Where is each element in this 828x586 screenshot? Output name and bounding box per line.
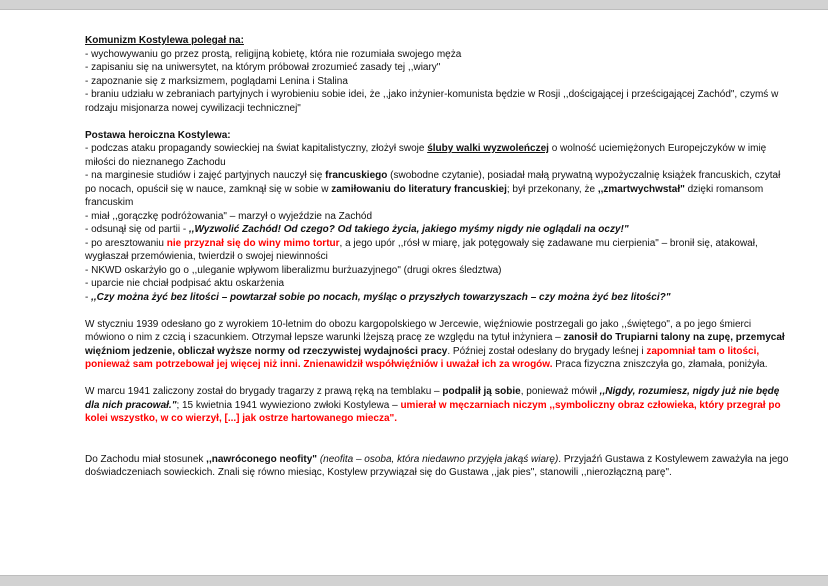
paragraph [85,223,792,237]
blank-line [85,439,792,453]
text-run: (neofita – osoba, która niedawno przyjęła jakąś wiarę) [319,453,559,465]
text-run: , ponieważ mówił [520,386,600,397]
text-run: - po aresztowaniu [85,237,167,249]
paragraph [85,88,792,115]
blank-line [85,372,792,386]
text-run: - na marginesie studiów i zajęć partyjnych nauczył się [85,170,326,181]
text-run: Do Zachodu miał stosunek [85,453,207,465]
text-run: Komunizm Kostylewa polegał na: [85,35,244,46]
text-run: ,,nawróconego neofity" [206,453,318,465]
blank-line [85,115,792,129]
paragraph [85,169,792,210]
text-run: ; 15 kwietnia 1941 wywieziono zwłoki Kostylewa – [176,399,401,411]
paragraph [85,48,792,62]
paragraph [85,453,792,480]
text-run: nie przyznał się do winy mimo tortur [166,237,340,249]
blank-line [85,426,792,440]
document-body [85,34,792,480]
text-run: ,,Nigdy, rozumiesz, nigdy już nie będę dla nich pracował." [85,386,780,411]
text-run: - uparcie nie chciał podpisać aktu oskarżenia [85,278,284,289]
text-run: zanosił do Trupiarni talony na zupę, przemycał więźniom jedzenie, obliczał wyższe normy od rzeczywistej wydajności pracy [85,332,785,357]
text-run: - podczas ataku propagandy sowieckiej na świat kapitalistyczny, złożył swoje [85,143,428,154]
text-run: - [85,291,92,303]
text-run: . Przyjaźń Gustawa z Kostylewem zaważyła na jego doświadczeniach sowieckich. Znali się równo miesiąc, Kostylew przywiązał się do Gustawa ,,jak pies", stanowili ,,nierozłączną parę". [85,453,789,478]
paragraph [85,291,792,305]
text-run: Postawa heroiczna Kostylewa: [85,129,231,141]
paragraph [85,142,792,169]
text-run: dzięki romansom francuskim [85,183,764,208]
text-run: (swobodne czytanie), posiadał małą prywatną wypożyczalnię książek francuskich, czytał po nocach, opuścił się w nauce, zamknął się w sobie w [85,170,781,195]
paragraph [85,237,792,264]
text-run: - wychowywaniu go przez prostą, religijną kobietę, która nie rozumiała swojego męża [85,48,462,60]
top-chrome-bar [0,0,828,10]
text-run: - NKWD oskarżyło go o ,,uleganie wpływom liberalizmu burżuazyjnego" (drugi okres śledztwa) [85,264,502,276]
text-run: - zapisaniu się na uniwersytet, na którym próbował zrozumieć zasady tej ,,wiary" [85,62,441,73]
text-run: - zapoznanie się z marksizmem, poglądami Lenina i Stalina [85,75,348,87]
text-run: francuskiego [325,170,388,181]
blank-line [85,304,792,318]
text-run: śluby walki wyzwoleńczej [427,143,549,154]
paragraph [85,61,792,75]
text-run: o wolność uciemiężonych Europejczyków w imię miłości do nieznanego Zachodu [85,143,767,168]
text-run: - miał ,,gorączkę podróżowania" – marzył o wyjeździe na Zachód [85,210,373,222]
text-run: Praca fizyczna zniszczyła go, złamała, poniżyła. [552,359,768,370]
paragraph [85,277,792,291]
text-run: ,,Czy można żyć bez litości – powtarzał sobie po nocach, myśląc o przyszłych towarzyszach – czy można żyć bez litości?" [91,291,671,303]
paragraph [85,318,792,372]
text-run: , a jego upór ,,rósł w miarę, jak potęgowały się zadawane mu cierpienia" – bronił się, atakował, wygłaszał przemówienia, twierdził o swojej niewinności [85,237,758,262]
section-heading [85,34,792,48]
paragraph [85,210,792,224]
text-run: ; był przekonany, że [506,183,598,195]
paragraph [85,75,792,89]
text-run: ,,Wyzwolić Zachód! Od czego? Od takiego życia, jakiego myśmy nigdy nie oglądali na oczy!" [188,224,629,235]
text-run: ,,zmartwychwstał" [597,183,685,195]
paragraph [85,385,792,426]
bottom-chrome-bar [0,575,828,586]
text-run: umierał w męczarniach niczym ,,symboliczny obraz człowieka, który przegrał po kolei wszystko, w co wierzył, [...] jak ostrze hartowanego miecza". [85,399,781,424]
text-run: zapomniał tam o litości, ponieważ sam potrzebował jej więcej niż inni. Znienawidził współwięźniów i uważał ich za wrogów. [85,345,760,370]
paragraph [85,264,792,278]
section-heading [85,129,792,143]
text-run: . Później został odesłany do brygady leśnej i [447,345,647,357]
text-run: W styczniu 1939 odesłano go z wyrokiem 10-letnim do obozu kargopolskiego w Jercewie, więźniowie postrzegali go jako ,,świętego", a po jego śmierci mówiono o nim z czcią i szacunkiem. Otrzymał lepsze warunki lżejszą pracę ze względu na tytuł inżyniera – [85,318,752,343]
text-run: zamiłowaniu do literatury francuskiej [331,183,507,195]
document-page [85,34,792,480]
text-run: - braniu udziału w zebraniach partyjnych i wyrobieniu sobie idei, że ,,jako inżynier-komunista będzie w Rosji ,,dościgającej i prześcigającej Zachód", czymś w rodzaju misjonarza nowej cywilizacji technicznej" [85,89,779,114]
text-run: W marcu 1941 zaliczony został do brygady tragarzy z prawą ręką na temblaku – [85,386,443,397]
text-run: - odsunął się od partii - [85,224,189,235]
text-run: podpalił ją sobie [442,386,521,397]
